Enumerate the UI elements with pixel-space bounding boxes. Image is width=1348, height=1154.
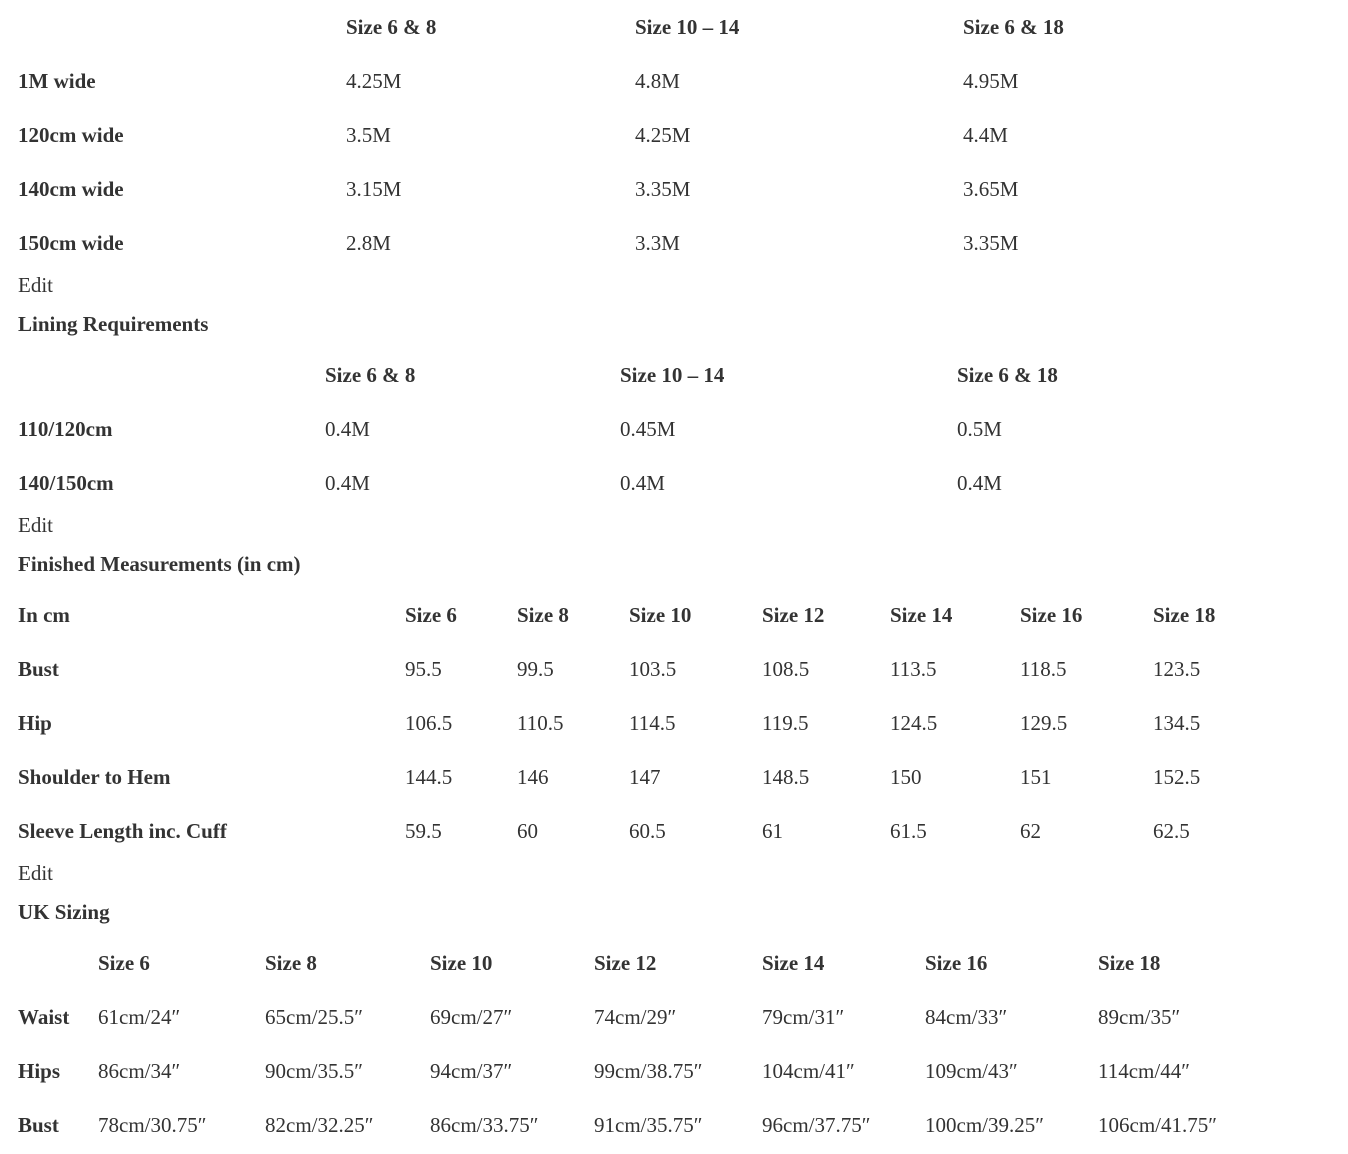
table-cell: 90cm/35.5″	[265, 1058, 363, 1083]
table-cell: 74cm/29″	[594, 1004, 677, 1029]
table-cell: 61cm/24″	[98, 1004, 181, 1029]
table-cell: 123.5	[1153, 656, 1201, 681]
column-header: Size 10 – 14	[620, 362, 725, 387]
row-label: Shoulder to Hem	[18, 764, 171, 789]
table-cell: 99.5	[517, 656, 554, 681]
table-cell: 148.5	[762, 764, 810, 789]
row-label: Waist	[18, 1004, 70, 1029]
row-label: 140/150cm	[18, 470, 114, 495]
table-cell: 61.5	[890, 818, 927, 843]
table-cell: 95.5	[405, 656, 442, 681]
table-cell: 86cm/34″	[98, 1058, 181, 1083]
row-label: Bust	[18, 656, 59, 681]
column-header: Size 6 & 18	[963, 14, 1064, 39]
table-cell: 82cm/32.25″	[265, 1112, 374, 1137]
column-header: Size 6 & 8	[325, 362, 416, 387]
table-cell: 0.5M	[957, 416, 1002, 441]
table-cell: 0.4M	[325, 416, 370, 441]
finished-measurements-table	[18, 588, 1348, 858]
table-cell: 0.4M	[957, 470, 1002, 495]
column-header: Size 18	[1153, 602, 1216, 627]
table-row	[18, 162, 1348, 216]
table-cell: 146	[517, 764, 549, 789]
column-header: Size 12	[762, 602, 825, 627]
row-label: Bust	[18, 1112, 59, 1137]
table-cell: 65cm/25.5″	[265, 1004, 363, 1029]
row-label: Sleeve Length inc. Cuff	[18, 818, 227, 843]
table-cell: 86cm/33.75″	[430, 1112, 539, 1137]
table-cell: 150	[890, 764, 922, 789]
table-cell: 4.95M	[963, 68, 1019, 93]
table-header-row	[18, 0, 1348, 54]
column-header: Size 18	[1098, 950, 1161, 975]
table-cell: 144.5	[405, 764, 453, 789]
table-cell: 94cm/37″	[430, 1058, 513, 1083]
table-row	[18, 54, 1348, 108]
table-row	[18, 1044, 1348, 1098]
table-cell: 4.4M	[963, 122, 1008, 147]
column-header: Size 8	[265, 950, 317, 975]
column-header: Size 8	[517, 602, 569, 627]
table-cell: 69cm/27″	[430, 1004, 513, 1029]
table-cell: 84cm/33″	[925, 1004, 1008, 1029]
table-cell: 114cm/44″	[1098, 1058, 1190, 1083]
table-cell: 109cm/43″	[925, 1058, 1018, 1083]
table-row	[18, 216, 1348, 270]
table-cell: 4.25M	[635, 122, 691, 147]
table-cell: 129.5	[1020, 710, 1068, 735]
row-label: Hips	[18, 1058, 61, 1083]
table-cell: 134.5	[1153, 710, 1201, 735]
table-cell: 62	[1020, 818, 1041, 843]
column-header: Size 6	[98, 950, 150, 975]
table-row	[18, 108, 1348, 162]
table-cell: 106cm/41.75″	[1098, 1112, 1217, 1137]
column-header: Size 12	[594, 950, 657, 975]
table-row	[18, 456, 1348, 510]
edit-link-fabric[interactable]: Edit	[18, 272, 53, 297]
table-cell: 79cm/31″	[762, 1004, 845, 1029]
table-cell: 119.5	[762, 710, 809, 735]
table-cell: 60.5	[629, 818, 666, 843]
table-cell: 61	[762, 818, 783, 843]
row-label: 150cm wide	[18, 230, 124, 255]
table-cell: 104cm/41″	[762, 1058, 855, 1083]
table-cell: 124.5	[890, 710, 938, 735]
table-cell: 3.3M	[635, 230, 680, 255]
table-cell: 118.5	[1020, 656, 1067, 681]
table-cell: 89cm/35″	[1098, 1004, 1181, 1029]
table-row	[18, 990, 1348, 1044]
row-label: Hip	[18, 710, 52, 735]
column-header: Size 16	[1020, 602, 1083, 627]
uk-sizing-table	[18, 936, 1348, 1152]
lining-requirements-table	[18, 348, 1348, 510]
table-cell: 3.35M	[963, 230, 1019, 255]
fabric-requirements-table	[18, 0, 1348, 270]
table-cell: 151	[1020, 764, 1052, 789]
table-cell: 0.4M	[620, 470, 665, 495]
column-header: Size 6 & 18	[957, 362, 1058, 387]
table-cell: 60	[517, 818, 538, 843]
table-cell: 78cm/30.75″	[98, 1112, 207, 1137]
column-header: Size 6	[405, 602, 457, 627]
table-cell: 3.5M	[346, 122, 391, 147]
table-cell: 3.65M	[963, 176, 1019, 201]
table-cell: 4.25M	[346, 68, 402, 93]
row-label: 1M wide	[18, 68, 96, 93]
table-cell: 100cm/39.25″	[925, 1112, 1044, 1137]
table-cell: 91cm/35.75″	[594, 1112, 703, 1137]
row-label: 140cm wide	[18, 176, 124, 201]
column-header: Size 10	[629, 602, 692, 627]
table-cell: 3.35M	[635, 176, 691, 201]
table-row	[18, 1098, 1348, 1152]
column-header: Size 14	[890, 602, 953, 627]
table-cell: 113.5	[890, 656, 937, 681]
table-cell: 114.5	[629, 710, 676, 735]
column-header: Size 6 & 8	[346, 14, 437, 39]
table-row	[18, 750, 1348, 804]
table-cell: 103.5	[629, 656, 677, 681]
table-cell: 3.15M	[346, 176, 402, 201]
table-header-row	[18, 936, 1348, 990]
table-cell: 59.5	[405, 818, 442, 843]
table-cell: 96cm/37.75″	[762, 1112, 871, 1137]
edit-link-lining[interactable]: Edit	[18, 512, 53, 537]
table-cell: 99cm/38.75″	[594, 1058, 703, 1083]
section-title-measurements: Finished Measurements (in cm)	[18, 551, 301, 576]
table-cell: 2.8M	[346, 230, 391, 255]
section-title-lining: Lining Requirements	[18, 311, 209, 336]
table-header-row	[18, 588, 1348, 642]
column-header: Size 10	[430, 950, 493, 975]
edit-link-measurements[interactable]: Edit	[18, 860, 53, 885]
table-cell: 108.5	[762, 656, 810, 681]
table-row	[18, 804, 1348, 858]
table-cell: 0.45M	[620, 416, 676, 441]
column-header: In cm	[18, 602, 70, 627]
table-cell: 152.5	[1153, 764, 1201, 789]
table-cell: 0.4M	[325, 470, 370, 495]
table-row	[18, 696, 1348, 750]
table-cell: 106.5	[405, 710, 453, 735]
table-cell: 62.5	[1153, 818, 1190, 843]
column-header: Size 16	[925, 950, 988, 975]
table-cell: 147	[629, 764, 661, 789]
table-cell: 110.5	[517, 710, 564, 735]
column-header: Size 10 – 14	[635, 14, 740, 39]
row-label: 120cm wide	[18, 122, 124, 147]
table-row	[18, 642, 1348, 696]
table-row	[18, 402, 1348, 456]
table-cell: 4.8M	[635, 68, 680, 93]
column-header: Size 14	[762, 950, 825, 975]
section-title-uk-sizing: UK Sizing	[18, 899, 110, 924]
table-header-row	[18, 348, 1348, 402]
row-label: 110/120cm	[18, 416, 113, 441]
